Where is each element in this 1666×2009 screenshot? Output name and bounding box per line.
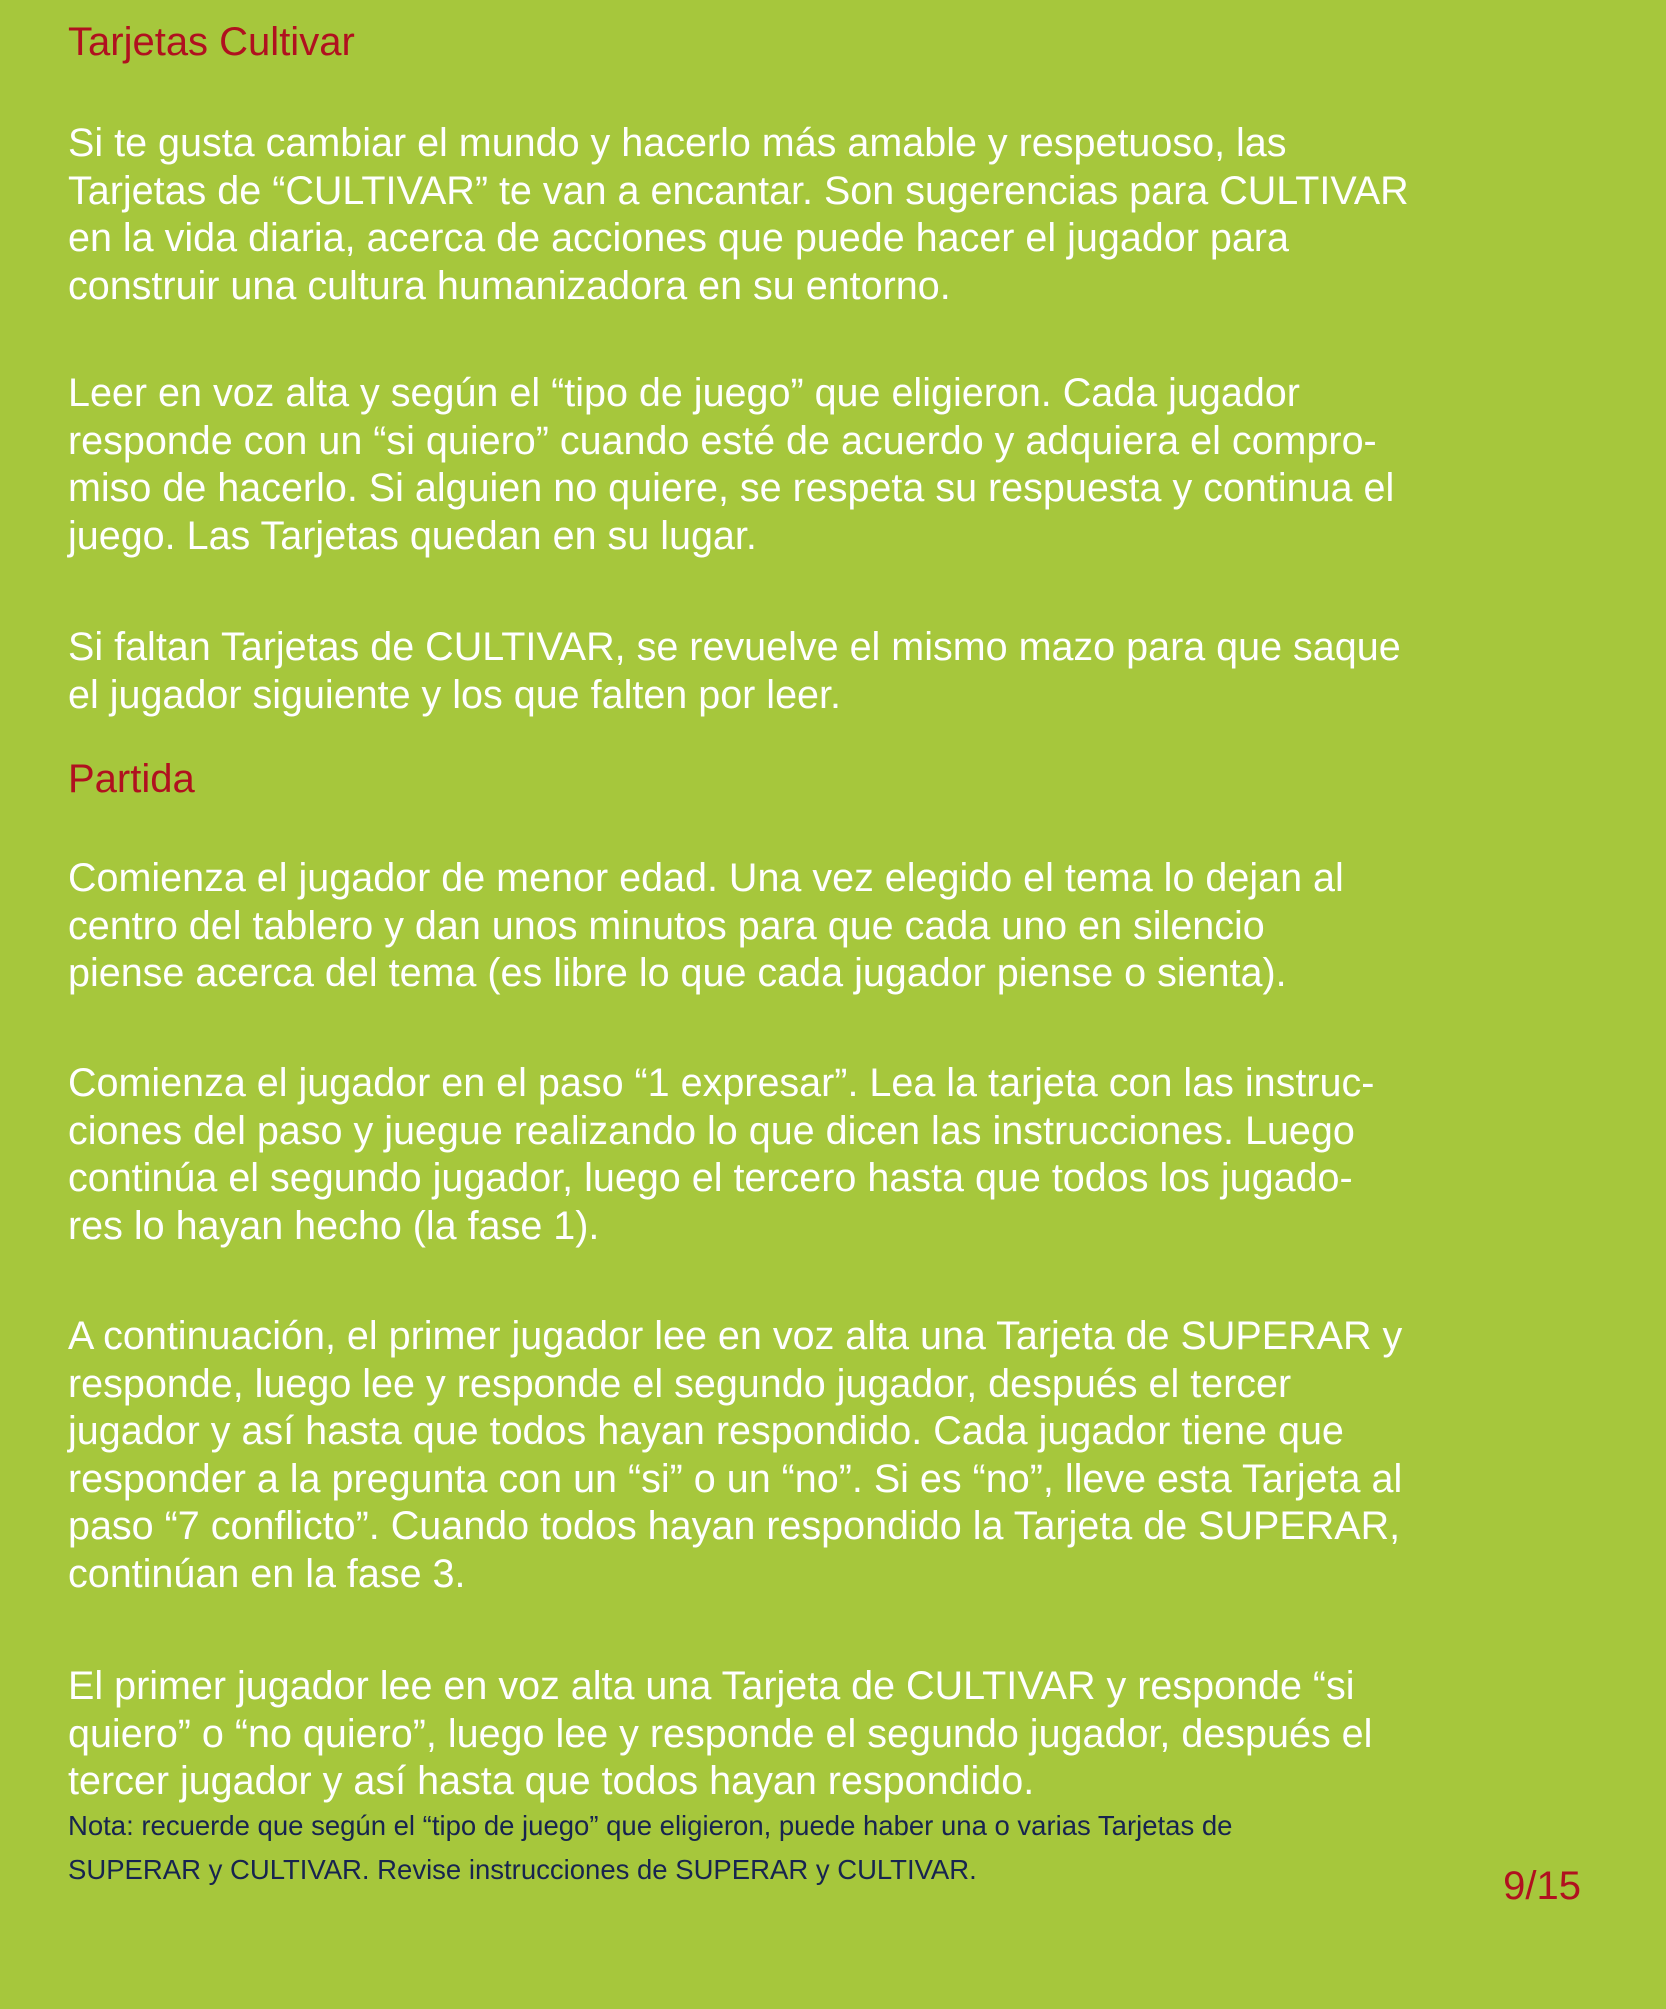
text-line: Comienza el jugador en el paso “1 expresar”. Lea la tarjeta con las instruc- [68,1061,1375,1105]
note-line: SUPERAR y CULTIVAR. Revise instrucciones de SUPERAR y CULTIVAR. [68,1854,977,1885]
section-title-tarjetas-cultivar: Tarjetas Cultivar [68,20,355,64]
paragraph-cultivar-reading [68,370,1648,560]
text-line: miso de hacerlo. Si alguien no quiere, se respeta su respuesta y continua el [68,466,1395,510]
paragraph-cultivar-intro [68,120,1648,310]
text-line: continúa el segundo jugador, luego el tercero hasta que todos los jugado- [68,1156,1353,1200]
text-line: piense acerca del tema (es libre lo que cada jugador piense o sienta). [68,951,1287,995]
text-line: Si faltan Tarjetas de CULTIVAR, se revuelve el mismo mazo para que saque [68,625,1401,669]
text-line: responde, luego lee y responde el segundo jugador, después el tercer [68,1361,1292,1406]
text-line: construir una cultura humanizadora en su entorno. [68,263,951,308]
text-line: Leer en voz alta y según el “tipo de juego” que eligieron. Cada jugador [68,371,1300,415]
text-line: responde con un “si quiero” cuando esté de acuerdo y adquiera el compro- [68,418,1377,463]
paragraph-partida-start [68,855,1648,998]
text-line: jugador y así hasta que todos hayan respondido. Cada jugador tiene que [68,1409,1344,1453]
paragraph-cultivar-missing [68,624,1648,719]
page-number: 9/15 [1503,1864,1581,1908]
text-line: Si te gusta cambiar el mundo y hacerlo más amable y respetuoso, las [68,121,1287,165]
text-line: Tarjetas de “CULTIVAR” te van a encantar. Son sugerencias para CULTIVAR [68,168,1409,213]
text-line: A continuación, el primer jugador lee en voz alta una Tarjeta de SUPERAR y [68,1314,1403,1358]
text-line: continúan en la fase 3. [68,1551,466,1596]
text-line: res lo hayan hecho (la fase 1). [68,1203,600,1248]
text-line: tercer jugador y así hasta que todos hayan respondido. [68,1759,1035,1803]
paragraph-partida-phase-1 [68,1060,1648,1250]
text-line: El primer jugador lee en voz alta una Tarjeta de CULTIVAR y responde “si [68,1664,1355,1708]
text-line: paso “7 conflicto”. Cuando todos hayan respondido la Tarjeta de SUPERAR, [68,1504,1401,1548]
paragraph-partida-cultivar [68,1663,1648,1806]
note-footnote [68,1804,1628,1892]
section-title-partida: Partida [68,757,195,801]
note-line: Nota: recuerde que según el “tipo de juego” que eligieron, puede haber una o varias Tarjetas de [68,1810,1233,1841]
text-line: quiero” o “no quiero”, luego lee y responde el segundo jugador, después el [68,1711,1373,1756]
text-line: juego. Las Tarjetas quedan en su lugar. [68,513,757,558]
text-line: Comienza el jugador de menor edad. Una vez elegido el tema lo dejan al [68,856,1344,900]
paragraph-partida-superar [68,1313,1648,1598]
text-line: responder a la pregunta con un “si” o un “no”. Si es “no”, lleve esta Tarjeta al [68,1456,1403,1501]
text-line: el jugador siguiente y los que falten por leer. [68,672,841,717]
text-line: centro del tablero y dan unos minutos para que cada uno en silencio [68,903,1265,948]
text-line: en la vida diaria, acerca de acciones que puede hacer el jugador para [68,216,1289,260]
text-line: ciones del paso y juegue realizando lo que dicen las instrucciones. Luego [68,1108,1355,1153]
